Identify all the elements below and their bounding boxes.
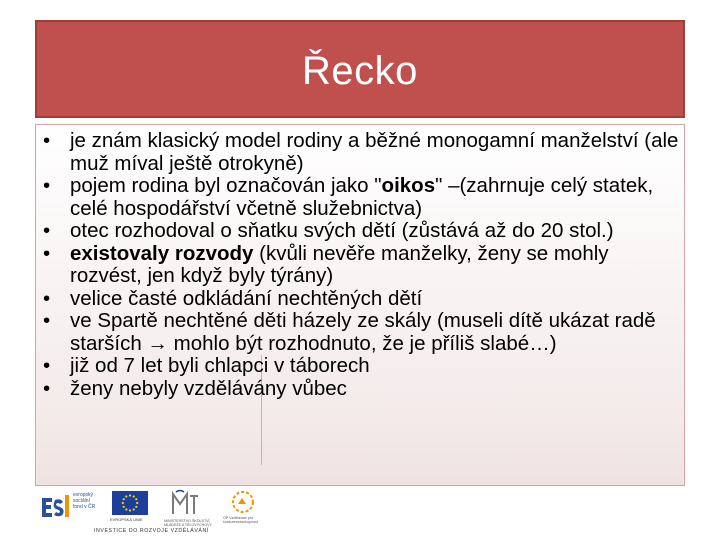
bullet-text: ve Spartě nechtěné děti házely ze skály (museli dítě ukázat radě starších → mohlo být rozhodnuto, že je příliš slabé…) bbox=[70, 309, 656, 355]
bullet-text: (kvůli nevěře manželky, ženy se mohly rozvést, jen když byly týrány) bbox=[70, 241, 609, 287]
msmt-caption: MINISTERSTVO ŠKOLSTVÍ, MLÁDEŽE A TĚLOVÝCHOVY bbox=[164, 519, 212, 528]
bullet-list bbox=[40, 130, 680, 400]
bullet-item bbox=[40, 175, 680, 220]
bullet-item bbox=[40, 220, 680, 243]
bullet-item bbox=[40, 355, 680, 378]
bullet-text: je znám klasický model rodiny a běžné monogamní manželství (ale muž míval ještě otrokyně) bbox=[70, 129, 679, 175]
bullet-item bbox=[40, 310, 680, 355]
op-caption: OP Vzdělávání pro konkurenceschopnost bbox=[223, 516, 258, 525]
bullet-text: již od 7 let byli chlapci v táborech bbox=[70, 354, 370, 377]
title-banner bbox=[35, 20, 685, 118]
investment-tagline: INVESTICE DO ROZVOJE VZDĚLÁVÁNÍ bbox=[94, 528, 209, 534]
slide-title: Řecko bbox=[302, 48, 418, 93]
bold-text: oikos bbox=[381, 174, 436, 197]
logo-strip bbox=[40, 488, 280, 536]
bullet-item bbox=[40, 378, 680, 401]
esf-text: evropský sociální fond v ČR bbox=[73, 492, 96, 510]
bullet-text: pojem rodina byl označován jako " bbox=[70, 174, 382, 197]
msmt-logo-icon bbox=[170, 488, 200, 518]
eu-caption: EVROPSKÁ UNIE bbox=[110, 517, 143, 522]
bullet-item bbox=[40, 130, 680, 175]
op-logo-icon bbox=[230, 490, 256, 514]
esf-logo-icon bbox=[40, 492, 70, 520]
bullet-text: " –(zahrnuje celý statek, celé hospodářství včetně služebnictva) bbox=[70, 174, 654, 220]
bullet-item bbox=[40, 288, 680, 311]
bullet-text: velice časté odkládání nechtěných dětí bbox=[70, 286, 423, 310]
bullet-text: otec rozhodoval o sňatku svých dětí (zůstává až do 20 stol.) bbox=[70, 219, 614, 242]
bullet-text: ženy nebyly vzdělávány vůbec bbox=[70, 376, 347, 400]
eu-flag-icon bbox=[112, 491, 148, 515]
bullet-item bbox=[40, 243, 680, 288]
bold-text: existovaly rozvody bbox=[70, 241, 254, 265]
